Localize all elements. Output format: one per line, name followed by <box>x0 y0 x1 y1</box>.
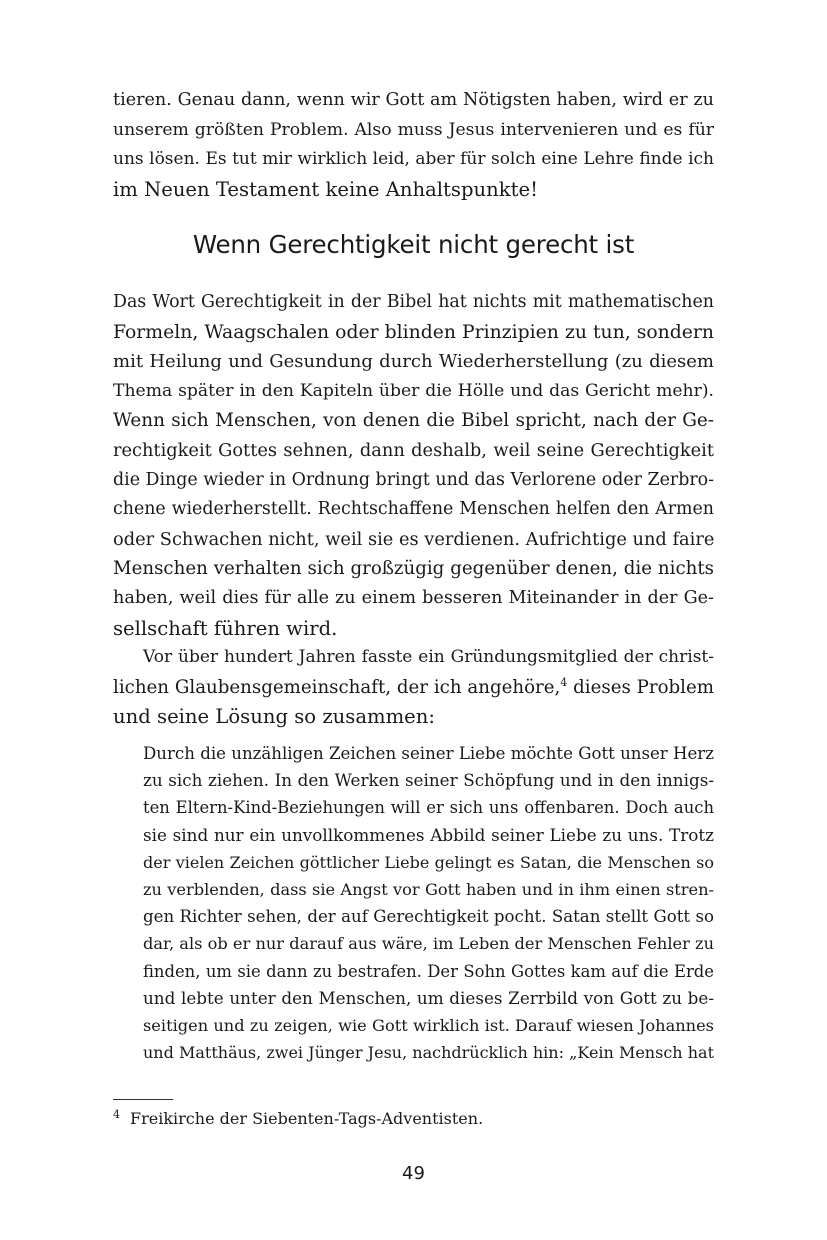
quote-line: Durch die unzähligen Zeichen seiner Liebe möchte Gott unser Herz <box>143 744 714 763</box>
text-line: haben, weil dies für alle zu einem besseren Miteinander in der Ge- <box>113 587 714 608</box>
quote-line: gen Richter sehen, der auf Gerechtigkeit pocht. Satan stellt Gott so <box>143 907 714 927</box>
quote-line: zu sich ziehen. In den Werken seiner Schöpfung und in den innigs- <box>143 770 714 791</box>
quote-line: sie sind nur ein unvollkommenes Abbild seiner Liebe zu uns. Trotz <box>143 824 714 845</box>
text-fragment: dieses Problem <box>567 676 714 698</box>
paragraph-founder <box>113 643 714 732</box>
text-line: sellschaft führen wird. <box>113 616 338 640</box>
text-line: im Neuen Testament keine Anhaltspunkte! <box>113 177 538 201</box>
text-fragment: lichen Glaubensgemeinschaft, der ich angehöre, <box>113 676 561 698</box>
quote-line: seitigen und zu zeigen, wie Gott wirklich ist. Darauf wiesen Johannes <box>143 1016 714 1036</box>
text-line: rechtigkeit Gottes sehnen, dann deshalb, weil seine Gerechtigkeit <box>113 439 714 461</box>
text-line: mit Heilung und Gesundung durch Wiederherstellung (zu diesem <box>113 351 714 373</box>
quote-line: der vielen Zeichen göttlicher Liebe gelingt es Satan, die Menschen so <box>143 852 714 872</box>
text-line: uns lösen. Es tut mir wirklich leid, aber für solch eine Lehre finde ich <box>113 149 714 170</box>
intro-paragraph <box>113 86 714 204</box>
page-number: 49 <box>402 1163 425 1184</box>
footnote-divider <box>113 1099 173 1100</box>
section-heading: Wenn Gerechtigkeit nicht gerecht ist <box>192 230 635 259</box>
text-line: tieren. Genau dann, wenn wir Gott am Nötigsten haben, wird er zu <box>113 90 714 110</box>
text-line: Thema später in den Kapiteln über die Hölle und das Gericht mehr). <box>113 380 714 401</box>
footnote-number: 4 <box>113 1107 120 1121</box>
text-line: Vor über hundert Jahren fasste ein Gründungsmitglied der christ- <box>143 647 714 667</box>
quote-line: und lebte unter den Menschen, um dieses Zerrbild von Gott zu be- <box>143 987 714 1008</box>
block-quote <box>143 740 714 1066</box>
footnote-reference[interactable]: 4 <box>560 675 568 689</box>
footnote <box>113 1107 483 1131</box>
text-line: unserem größten Problem. Also muss Jesus intervenieren und es für <box>113 119 714 140</box>
quote-line: dar, als ob er nur darauf aus wäre, im Leben der Menschen Fehler zu <box>143 934 714 954</box>
quote-line: finden, um sie dann zu bestrafen. Der Sohn Gottes kam auf die Erde <box>143 961 714 981</box>
text-line: und seine Lösung so zusammen: <box>113 705 435 729</box>
text-line: oder Schwachen nicht, weil sie es verdienen. Aufrichtige und faire <box>113 528 715 550</box>
quote-line: und Matthäus, zwei Jünger Jesu, nachdrücklich hin: „Kein Mensch hat <box>143 1043 714 1063</box>
text-line <box>113 673 714 703</box>
quote-line: zu verblenden, dass sie Angst vor Gott haben und in ihm einen stren- <box>143 880 714 900</box>
paragraph-justice <box>113 288 714 643</box>
text-line: Das Wort Gerechtigkeit in der Bibel hat nichts mit mathematischen <box>113 292 714 312</box>
footnote-text: Freikirche der Siebenten-Tags-Adventisten. <box>130 1109 484 1128</box>
quote-line: ten Eltern-Kind-Beziehungen will er sich uns offenbaren. Doch auch <box>143 798 714 818</box>
text-line: Wenn sich Menschen, von denen die Bibel spricht, nach der Ge- <box>113 410 714 432</box>
text-line: chene wiederherstellt. Rechtschaffene Menschen helfen den Armen <box>113 499 714 520</box>
text-line: die Dinge wieder in Ordnung bringt und das Verlorene oder Zerbro- <box>113 469 714 490</box>
text-line: Menschen verhalten sich großzügig gegenüber denen, die nichts <box>113 558 714 580</box>
text-line: Formeln, Waagschalen oder blinden Prinzipien zu tun, sondern <box>113 321 714 343</box>
